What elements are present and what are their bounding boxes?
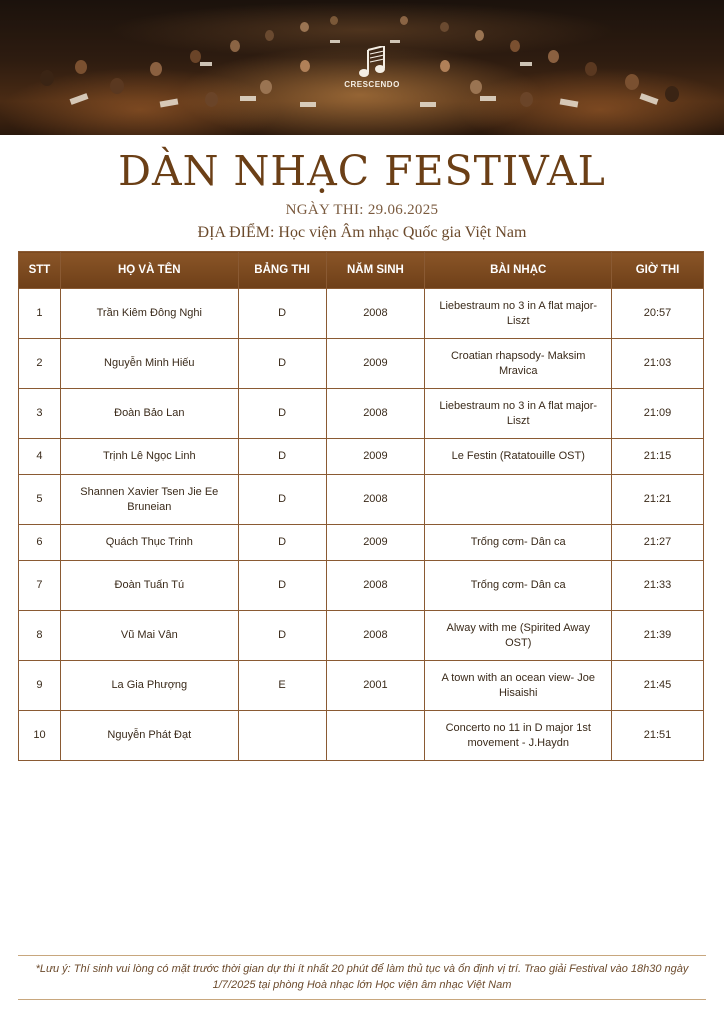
cell-name: Trần Kiêm Đông Nghi: [60, 289, 238, 339]
header-piece: BÀI NHẠC: [425, 252, 612, 289]
cell-year: 2009: [326, 339, 425, 389]
page-title: DÀN NHẠC FESTIVAL: [118, 147, 606, 195]
cell-year: 2008: [326, 561, 425, 611]
table-row: [19, 611, 704, 661]
music-note-icon: [358, 46, 386, 80]
cell-year: [326, 711, 425, 761]
header-board: BẢNG THI: [238, 252, 326, 289]
table-row: [19, 439, 704, 475]
cell-board: D: [238, 339, 326, 389]
cell-name: Nguyễn Minh Hiếu: [60, 339, 238, 389]
table-row: [19, 389, 704, 439]
cell-time: 21:21: [612, 475, 704, 525]
cell-time: 21:15: [612, 439, 704, 475]
cell-board: D: [238, 561, 326, 611]
cell-piece: Trống cơm- Dân ca: [425, 525, 612, 561]
cell-board: D: [238, 525, 326, 561]
table-row: [19, 475, 704, 525]
exam-date: NGÀY THI: 29.06.2025: [285, 202, 439, 218]
footer-divider-top: [18, 955, 706, 956]
cell-board: D: [238, 439, 326, 475]
table-row: [19, 661, 704, 711]
cell-board: D: [238, 289, 326, 339]
cell-piece: Concerto no 11 in D major 1st movement - J.Haydn: [425, 711, 612, 761]
table-row: [19, 525, 704, 561]
table-row: [19, 711, 704, 761]
exam-venue: ĐỊA ĐIỂM: Học viện Âm nhạc Quốc gia Việt Nam: [197, 224, 527, 241]
cell-year: 2008: [326, 289, 425, 339]
cell-name: Shannen Xavier Tsen Jie Ee Bruneian: [60, 475, 238, 525]
header-time: GIỜ THI: [612, 252, 704, 289]
cell-time: 21:03: [612, 339, 704, 389]
footer-divider-bottom: [18, 999, 706, 1000]
cell-name: Đoàn Bảo Lan: [60, 389, 238, 439]
cell-name: Nguyễn Phát Đạt: [60, 711, 238, 761]
cell-board: E: [238, 661, 326, 711]
cell-stt: 1: [19, 289, 61, 339]
logo-text: CRESCENDO: [344, 80, 400, 89]
cell-time: 21:27: [612, 525, 704, 561]
cell-stt: 8: [19, 611, 61, 661]
orchestra-banner: [0, 0, 724, 135]
table-header-row: [19, 252, 704, 289]
cell-piece: Liebestraum no 3 in A flat major- Liszt: [425, 289, 612, 339]
cell-year: 2009: [326, 525, 425, 561]
cell-time: 21:45: [612, 661, 704, 711]
cell-name: Vũ Mai Vân: [60, 611, 238, 661]
cell-board: D: [238, 389, 326, 439]
cell-piece: Le Festin (Ratatouille OST): [425, 439, 612, 475]
table-row: [19, 339, 704, 389]
cell-piece: Alway with me (Spirited Away OST): [425, 611, 612, 661]
cell-piece: Liebestraum no 3 in A flat major- Liszt: [425, 389, 612, 439]
cell-stt: 10: [19, 711, 61, 761]
cell-board: D: [238, 475, 326, 525]
cell-piece: Croatian rhapsody- Maksim Mravica: [425, 339, 612, 389]
cell-piece: A town with an ocean view- Joe Hisaishi: [425, 661, 612, 711]
header-name: HỌ VÀ TÊN: [60, 252, 238, 289]
cell-name: Trịnh Lê Ngọc Linh: [60, 439, 238, 475]
footer-note: *Lưu ý: Thí sinh vui lòng có mặt trước thời gian dự thi ít nhất 20 phút để làm thủ tục và ổn định vị trí. Trao giải Festival vào 18h30 ngày 1/7/2025 tại phòng Hoà nhạc lớn Học viện âm nhạc Việt Nam: [35, 963, 689, 991]
cell-board: D: [238, 611, 326, 661]
cell-year: 2008: [326, 611, 425, 661]
header-year: NĂM SINH: [326, 252, 425, 289]
schedule-table: [18, 251, 704, 761]
crescendo-logo: [336, 46, 408, 96]
table-row: [19, 561, 704, 611]
cell-time: 21:33: [612, 561, 704, 611]
cell-name: Quách Thục Trinh: [60, 525, 238, 561]
cell-stt: 4: [19, 439, 61, 475]
cell-name: La Gia Phượng: [60, 661, 238, 711]
cell-piece: [425, 475, 612, 525]
table-row: [19, 289, 704, 339]
cell-stt: 9: [19, 661, 61, 711]
cell-stt: 7: [19, 561, 61, 611]
cell-time: 21:39: [612, 611, 704, 661]
cell-year: 2008: [326, 389, 425, 439]
cell-time: 21:51: [612, 711, 704, 761]
header-stt: STT: [19, 252, 61, 289]
cell-stt: 3: [19, 389, 61, 439]
cell-year: 2001: [326, 661, 425, 711]
cell-stt: 5: [19, 475, 61, 525]
cell-board: [238, 711, 326, 761]
cell-name: Đoàn Tuấn Tú: [60, 561, 238, 611]
cell-time: 20:57: [612, 289, 704, 339]
cell-time: 21:09: [612, 389, 704, 439]
cell-piece: Trống cơm- Dân ca: [425, 561, 612, 611]
cell-stt: 2: [19, 339, 61, 389]
cell-year: 2008: [326, 475, 425, 525]
cell-stt: 6: [19, 525, 61, 561]
cell-year: 2009: [326, 439, 425, 475]
